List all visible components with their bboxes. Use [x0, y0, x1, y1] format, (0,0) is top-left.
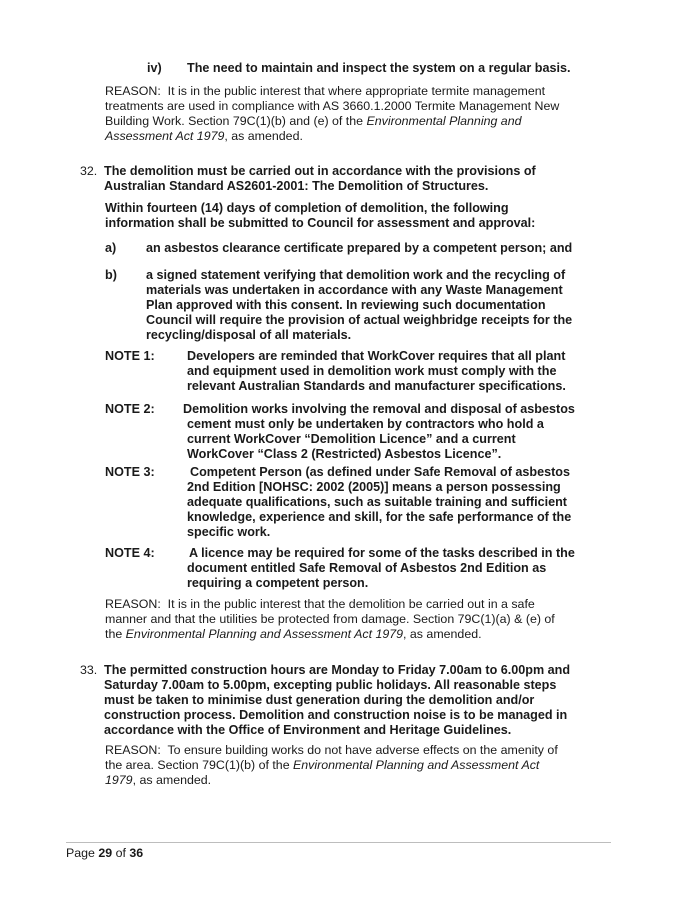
reason-text-line: , as amended. [224, 129, 303, 143]
note-line: 2nd Edition [NOHSC: 2002 (2005)] means a person possessing [187, 480, 561, 494]
reason-label: REASON: [105, 597, 161, 611]
note-line: Competent Person (as defined under Safe Removal of asbestos [190, 465, 571, 479]
reason-paragraph-termite [105, 84, 625, 144]
note-3-label: NOTE 3: [105, 465, 155, 479]
note-2-text [183, 402, 617, 462]
note-line: adequate qualifications, such as suitable training and sufficient [187, 495, 567, 509]
reason-label: REASON: [105, 743, 161, 757]
note-4-text [187, 546, 617, 591]
condition-text-line: Within fourteen (14) days of completion of demolition, the following [105, 201, 509, 215]
condition-text-line: The permitted construction hours are Monday to Friday 7.00am to 6.00pm and [104, 663, 571, 677]
reason-text-line: To ensure building works do not have adverse effects on the amenity of [167, 743, 558, 757]
list-item-b [146, 268, 616, 343]
note-2-label: NOTE 2: [105, 402, 155, 416]
note-line: document entitled Safe Removal of Asbestos 2nd Edition as [187, 561, 547, 575]
condition-text-line: The demolition must be carried out in accordance with the provisions of [104, 164, 536, 178]
reason-text-line: the area. Section 79C(1)(b) of the [105, 758, 294, 772]
condition-text-line: must be taken to minimise dust generation during the demolition and/or [104, 693, 535, 707]
current-page: 29 [98, 846, 113, 860]
reason-text-line: It is in the public interest that the demolition be carried out in a safe [167, 597, 535, 611]
act-title: Environmental Planning and Assessment Act [293, 758, 540, 772]
reason-text-line: , as amended. [132, 773, 212, 787]
condition-number-33: 33. [80, 663, 98, 677]
reason-text-line: It is in the public interest that where appropriate termite management [167, 84, 546, 98]
list-item-line: recycling/disposal of all materials. [146, 328, 352, 342]
note-line: knowledge, experience and skill, for the safe performance of the [187, 510, 572, 524]
list-item-line: Council will require the provision of actual weighbridge receipts for the [146, 313, 573, 327]
list-marker-b: b) [105, 268, 117, 282]
list-item-line: materials was undertaken in accordance with any Waste Management [146, 283, 563, 297]
reason-text-line: Building Work. Section 79C(1)(b) and (e) of the [105, 114, 367, 128]
note-4-label: NOTE 4: [105, 546, 155, 560]
reason-paragraph-demolition [105, 597, 625, 642]
list-item-line: Plan approved with this consent. In reviewing such documentation [146, 298, 546, 312]
list-item-iv: The need to maintain and inspect the system on a regular basis. [187, 61, 571, 75]
note-line: Demolition works involving the removal and disposal of asbestos [183, 402, 575, 416]
condition-number-32: 32. [80, 164, 98, 178]
act-title: 1979 [105, 773, 133, 787]
act-title: Assessment Act 1979 [105, 129, 225, 143]
reason-text-line: the [105, 627, 126, 641]
page-number [66, 846, 143, 860]
reason-text-line: , as amended. [403, 627, 482, 641]
condition-32-intro [105, 201, 625, 231]
condition-33-text [104, 663, 624, 738]
reason-text-line: treatments are used in compliance with AS 3660.1.2000 Termite Management New [105, 99, 560, 113]
reason-paragraph-hours [105, 743, 625, 788]
list-marker-a: a) [105, 241, 117, 255]
condition-32-heading [104, 164, 624, 194]
list-item-a: an asbestos clearance certificate prepared by a competent person; and [146, 241, 573, 255]
note-line: specific work. [187, 525, 271, 539]
note-line: WorkCover “Class 2 (Restricted) Asbestos Licence”. [187, 447, 502, 461]
note-line: relevant Australian Standards and manufacturer specifications. [187, 379, 566, 393]
reason-text-line: manner and that the utilities be protected from damage. Section 79C(1)(a) & (e) of [105, 612, 555, 626]
note-line: and equipment used in demolition work must comply with the [187, 364, 557, 378]
condition-text-line: information shall be submitted to Council for assessment and approval: [105, 216, 536, 230]
total-pages: 36 [129, 846, 144, 860]
condition-text-line: Australian Standard AS2601-2001: The Demolition of Structures. [104, 179, 489, 193]
condition-text-line: Saturday 7.00am to 5.00pm, excepting public holidays. All reasonable steps [104, 678, 557, 692]
act-title: Environmental Planning and Assessment Act 1979 [125, 627, 404, 641]
act-title: Environmental Planning and [366, 114, 522, 128]
note-line: current WorkCover “Demolition Licence” and a current [187, 432, 516, 446]
condition-text-line: construction process. Demolition and construction noise is to be managed in [104, 708, 568, 722]
condition-text-line: accordance with the Office of Environment and Heritage Guidelines. [104, 723, 512, 737]
page-prefix: Page [66, 846, 99, 860]
footer-divider [66, 842, 611, 843]
note-line: cement must only be undertaken by contractors who hold a [187, 417, 544, 431]
list-marker-iv: iv) [147, 61, 162, 75]
reason-label: REASON: [105, 84, 161, 98]
note-line: A licence may be required for some of the tasks described in the [189, 546, 575, 560]
note-1-text [187, 349, 617, 394]
note-line: Developers are reminded that WorkCover requires that all plant [187, 349, 566, 363]
note-1-label: NOTE 1: [105, 349, 155, 363]
note-3-text [187, 465, 617, 540]
note-line: requiring a competent person. [187, 576, 369, 590]
list-item-line: a signed statement verifying that demolition work and the recycling of [146, 268, 566, 282]
page-of: of [112, 846, 130, 860]
